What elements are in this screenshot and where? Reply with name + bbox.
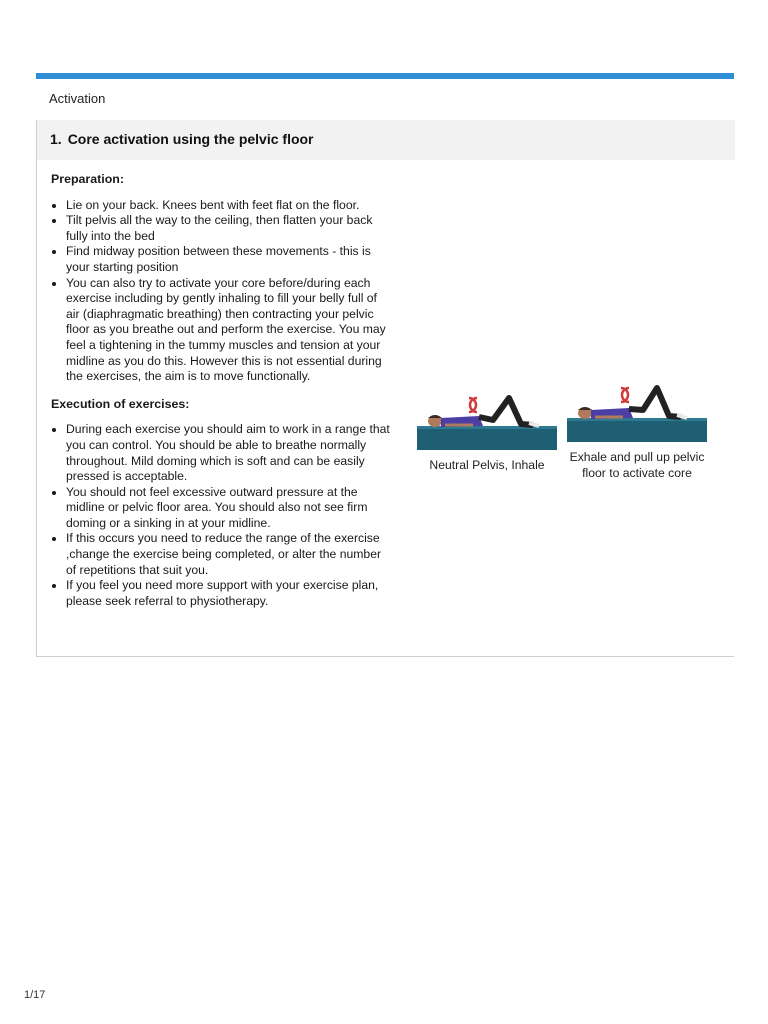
preparation-list	[51, 198, 391, 385]
card-header	[37, 120, 735, 160]
list-item: • If you feel you need more support with your exercise plan, please seek referral to physiotherapy.	[66, 578, 391, 609]
list-item: • During each exercise you should aim to work in a range that you can control. You should be able to breathe normally throughout. Mild doming which is soft and can be easily pressed is acceptable.	[66, 422, 391, 484]
figure-caption: Neutral Pelvis, Inhale	[429, 458, 545, 472]
execution-list	[51, 422, 391, 609]
card-title: Core activation using the pelvic floor	[67, 131, 314, 147]
list-item: • If this occurs you need to reduce the range of the exercise ,change the exercise being completed, or alter the number of repetitions that suit you.	[66, 531, 391, 578]
list-item: • You should not feel excessive outward pressure at the midline or pelvic floor area. You should also not see firm doming or a sinking in at your midline.	[66, 485, 391, 532]
section-label: Activation	[49, 91, 106, 106]
instructions-column	[51, 172, 391, 621]
card-number: 1.	[50, 131, 62, 147]
list-item: • You can also try to activate your core before/during each exercise including by gently inhaling to fill your belly full of air (diaphragmatic breathing) then contracting your pelvic floor as you breathe out and perform the exercise. You may feel a tightening in the tummy muscles and tension at your midline as you do this. However this is not essential during the exercises, the aim is to move functionally.	[66, 276, 391, 385]
list-item: • Tilt pelvis all the way to the ceiling, then flatten your back fully into the bed	[66, 213, 391, 244]
figure-pelvic-floor	[567, 382, 707, 481]
list-item: • Lie on your back. Knees bent with feet flat on the floor.	[66, 198, 391, 214]
figure-neutral-pelvis	[417, 390, 557, 474]
exercise-illustration-neutral	[417, 390, 557, 452]
page-number: 1/17	[24, 989, 46, 1001]
list-item: • Find midway position between these movements - this is your starting position	[66, 244, 391, 275]
exercise-illustration-activate	[567, 382, 707, 444]
execution-heading: Execution of exercises:	[51, 396, 190, 411]
top-accent-rule	[36, 73, 734, 79]
exercise-card	[36, 120, 734, 657]
preparation-heading: Preparation:	[51, 172, 124, 186]
figure-caption: Exhale and pull up pelvic floor to activate core	[569, 450, 705, 480]
